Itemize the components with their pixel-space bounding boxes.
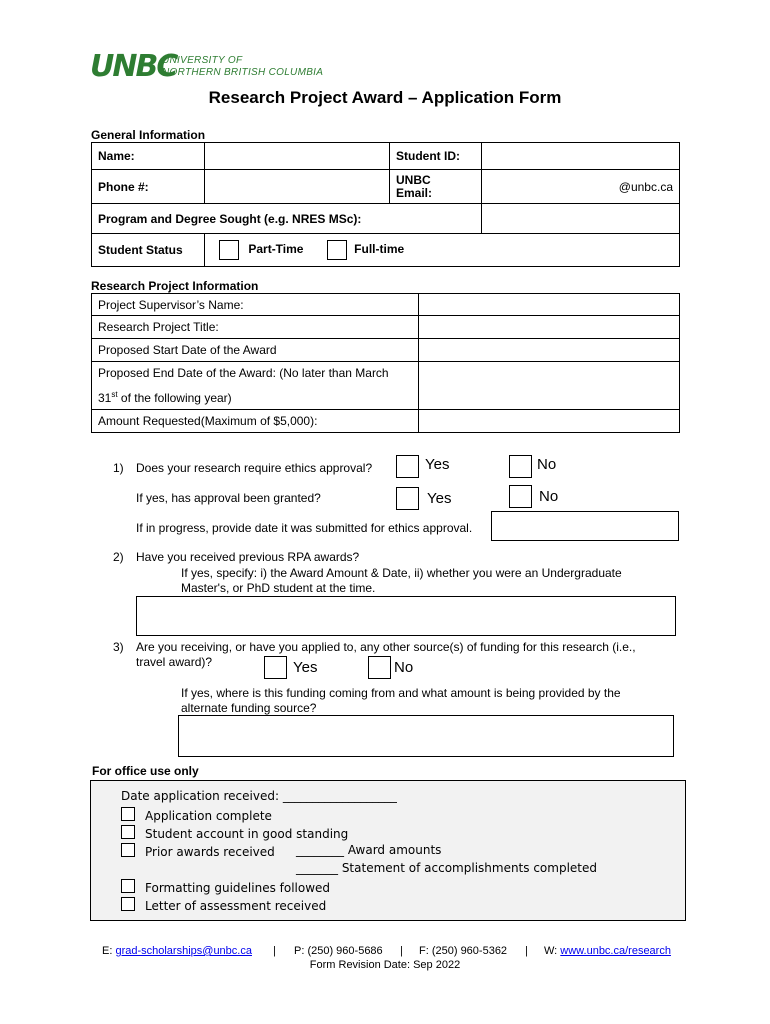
part-time-checkbox[interactable]: [219, 240, 239, 260]
q1c-text: If in progress, provide date it was submitted for ethics approval.: [136, 521, 473, 535]
project-title-field[interactable]: [419, 316, 680, 339]
q3-number: 3): [113, 640, 124, 654]
q1b-no-label: No: [539, 488, 559, 505]
app-complete-label: Application complete: [145, 809, 272, 823]
unbc-logo-text: [162, 55, 323, 79]
q1-no-label: No: [537, 456, 557, 473]
end-date-field[interactable]: [419, 362, 680, 410]
ethics-date-input[interactable]: [491, 511, 679, 541]
end-date-label-line2: [98, 384, 412, 409]
footer-separator-3: |: [525, 945, 528, 957]
q2-text: Have you received previous RPA awards?: [136, 550, 360, 564]
footer-separator-1: |: [273, 945, 276, 957]
general-info-table: [91, 142, 680, 267]
assessment-label: Letter of assessment received: [145, 899, 327, 913]
research-info-heading: Research Project Information: [91, 279, 259, 293]
good-standing-checkbox[interactable]: [121, 825, 135, 839]
q2-sub-line2: Master's, or PhD student at the time.: [181, 581, 376, 595]
form-revision-date: Form Revision Date: Sep 2022: [309, 959, 461, 971]
unbc-email-label-line1: UNBC: [396, 172, 431, 187]
end-date-label: [92, 362, 419, 410]
footer-separator-2: |: [400, 945, 403, 957]
start-date-field[interactable]: [419, 339, 680, 362]
footer-email-link[interactable]: grad-scholarships@unbc.ca: [115, 945, 252, 957]
q3-yes-label: Yes: [293, 659, 318, 676]
office-row-formatting: [121, 879, 330, 895]
unbc-logo-mark: UNBC: [90, 49, 177, 84]
part-time-label: Part-Time: [248, 242, 304, 257]
amount-requested-field[interactable]: [419, 410, 680, 433]
project-title-label: Research Project Title:: [92, 316, 419, 339]
office-use-box: [90, 780, 686, 921]
end-date-label-line1: Proposed End Date of the Award: (No later than March: [98, 366, 389, 380]
q3-sub-line1: If yes, where is this funding coming from and what amount is being provided by the: [181, 686, 621, 700]
prior-awards-label: Prior awards received: [145, 845, 275, 859]
name-label: Name:: [92, 143, 205, 170]
footer-web-prefix: W:: [544, 945, 561, 957]
unbc-email-label: [390, 170, 482, 204]
office-row-prior-awards: [121, 843, 275, 859]
student-status-options: [205, 234, 680, 267]
end-date-rest: of the following year): [117, 391, 232, 405]
general-info-heading: General Information: [91, 128, 206, 142]
name-field[interactable]: [205, 143, 390, 170]
full-time-checkbox[interactable]: [327, 240, 347, 260]
research-info-table: [91, 293, 680, 433]
q1b-no-checkbox[interactable]: [509, 485, 532, 508]
office-row-assessment: [121, 897, 326, 913]
phone-label: Phone #:: [92, 170, 205, 204]
logo-line-1: UNIVERSITY OF: [162, 55, 243, 66]
program-field[interactable]: [482, 204, 680, 234]
q3-line1: Are you receiving, or have you applied to, any other source(s) of funding for this research (i.e.,: [136, 640, 636, 654]
form-title: Research Project Award – Application Form: [208, 88, 562, 107]
footer-email: [102, 945, 252, 957]
office-date-received: Date application received: ___________________: [121, 789, 397, 803]
office-accomplishments: _______ Statement of accomplishments completed: [296, 861, 597, 875]
formatting-checkbox[interactable]: [121, 879, 135, 893]
student-id-field[interactable]: [482, 143, 680, 170]
start-date-label: Proposed Start Date of the Award: [92, 339, 419, 362]
full-time-label: Full-time: [354, 242, 405, 257]
footer-phone: P: (250) 960-5686: [294, 945, 383, 957]
previous-awards-input[interactable]: [136, 596, 676, 636]
q1-text: Does your research require ethics approval?: [136, 461, 373, 475]
end-date-day: 31: [98, 391, 112, 405]
prior-awards-checkbox[interactable]: [121, 843, 135, 857]
office-award-amounts: ________ Award amounts: [296, 843, 442, 857]
student-id-label: Student ID:: [390, 143, 482, 170]
email-field[interactable]: [482, 170, 680, 204]
q1-yes-checkbox[interactable]: [396, 455, 419, 478]
amount-requested-label: Amount Requested(Maximum of $5,000):: [92, 410, 419, 433]
q2-number: 2): [113, 550, 124, 564]
q3-yes-checkbox[interactable]: [264, 656, 287, 679]
office-use-heading: For office use only: [92, 764, 199, 778]
footer-email-prefix: E:: [102, 945, 116, 957]
other-funding-input[interactable]: [178, 715, 674, 757]
email-suffix: @unbc.ca: [618, 179, 673, 194]
q3-no-checkbox[interactable]: [368, 656, 391, 679]
supervisor-field[interactable]: [419, 294, 680, 316]
q3-no-label: No: [394, 659, 414, 676]
logo-line-2: NORTHERN BRITISH COLUMBIA: [162, 67, 324, 78]
footer-fax: F: (250) 960-5362: [419, 945, 508, 957]
formatting-label: Formatting guidelines followed: [145, 881, 331, 895]
q1b-yes-label: Yes: [427, 490, 452, 507]
assessment-checkbox[interactable]: [121, 897, 135, 911]
q1-yes-label: Yes: [425, 456, 450, 473]
q1b-text: If yes, has approval been granted?: [136, 491, 321, 505]
q2-sub-line1: If yes, specify: i) the Award Amount & Date, ii) whether you were an Undergraduate: [181, 566, 622, 580]
q1b-yes-checkbox[interactable]: [396, 487, 419, 510]
office-row-app-complete: [121, 807, 272, 823]
footer-web: [544, 945, 671, 957]
student-status-label: Student Status: [92, 234, 205, 267]
q3-line2: travel award)?: [136, 655, 213, 669]
phone-field[interactable]: [205, 170, 390, 204]
q1-no-checkbox[interactable]: [509, 455, 532, 478]
supervisor-label: Project Supervisor’s Name:: [92, 294, 419, 316]
office-row-good-standing: [121, 825, 348, 841]
footer-web-link[interactable]: www.unbc.ca/research: [560, 945, 671, 957]
app-complete-checkbox[interactable]: [121, 807, 135, 821]
end-date-suffix: st: [111, 390, 118, 399]
program-label: Program and Degree Sought (e.g. NRES MSc):: [92, 204, 482, 234]
unbc-email-label-line2: Email:: [396, 185, 433, 200]
q3-sub-line2: alternate funding source?: [181, 701, 317, 715]
good-standing-label: Student account in good standing: [145, 827, 349, 841]
q1-number: 1): [113, 461, 124, 475]
